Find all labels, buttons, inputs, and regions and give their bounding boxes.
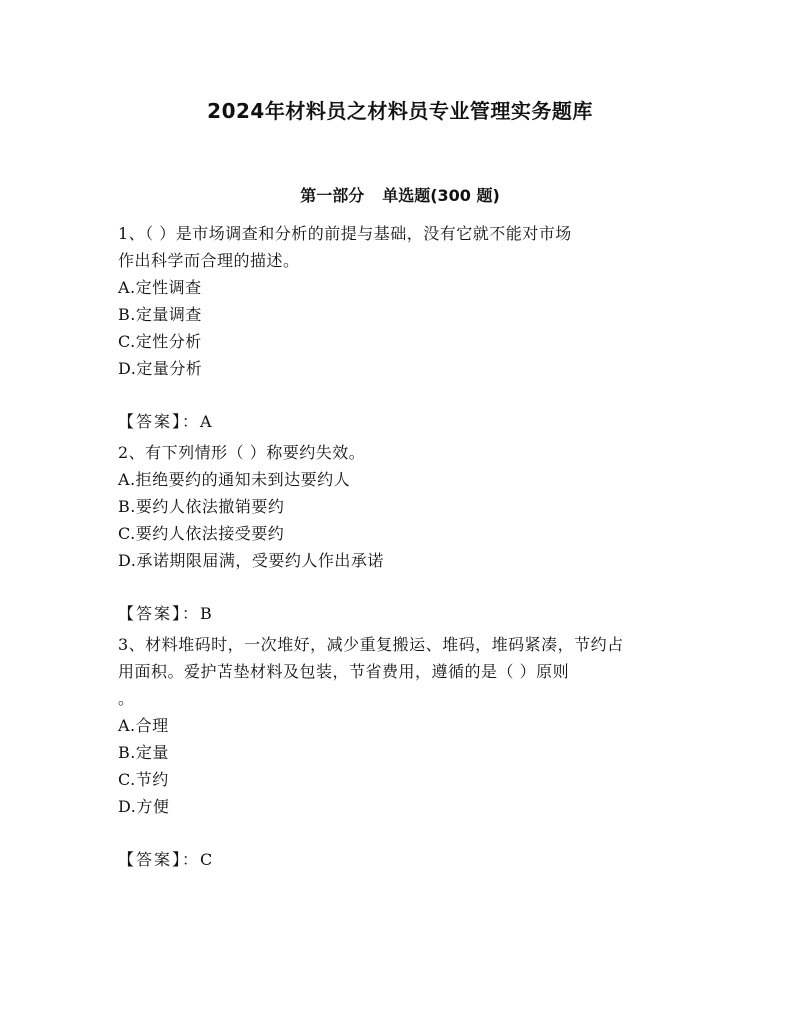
question-stem-line: 用面积。爱护苫垫材料及包装，节省费用，遵循的是（ ）原则 — [118, 662, 570, 681]
option-c: C.节约 — [118, 770, 169, 789]
answer-value: B — [200, 604, 213, 623]
option-d: D.定量分析 — [118, 359, 203, 378]
option-d: D.承诺期限届满，受要约人作出承诺 — [118, 551, 384, 570]
question-stem-line: 1、（ ）是市场调查和分析的前提与基础，没有它就不能对市场 — [118, 224, 572, 243]
answer-value: C — [200, 850, 213, 869]
option-c: C.定性分析 — [118, 332, 202, 351]
answer-label: 【答案】： — [118, 850, 201, 869]
question-stem-line: 3、材料堆码时，一次堆好，减少重复搬运、堆码，堆码紧凑，节约占 — [118, 635, 624, 654]
question-stem-line: 作出科学而合理的描述。 — [118, 251, 300, 270]
question-1 — [118, 220, 688, 435]
option-b: B.要约人依法撤销要约 — [118, 497, 285, 516]
answer-label: 【答案】： — [118, 604, 201, 623]
answer-line — [118, 846, 688, 873]
option-b: B.定量调查 — [118, 305, 202, 324]
question-list — [118, 220, 688, 877]
answer-value: A — [200, 412, 213, 431]
question-2 — [118, 439, 688, 627]
answer-label: 【答案】： — [118, 412, 201, 431]
answer-line — [118, 408, 688, 435]
option-d: D.方便 — [118, 797, 170, 816]
question-stem-line: 。 — [118, 689, 135, 708]
option-a: A.拒绝要约的通知未到达要约人 — [118, 470, 351, 489]
question-3 — [118, 631, 688, 873]
section-name: 单选题(300 题) — [382, 186, 500, 205]
page-title: 2024年材料员之材料员专业管理实务题库 — [207, 99, 593, 123]
option-b: B.定量 — [118, 743, 169, 762]
option-a: A.合理 — [118, 716, 169, 735]
question-stem-line: 2、有下列情形（ ）称要约失效。 — [118, 443, 366, 462]
option-c: C.要约人依法接受要约 — [118, 524, 285, 543]
section-title — [0, 183, 800, 206]
option-a: A.定性调查 — [118, 278, 202, 297]
answer-line — [118, 600, 688, 627]
section-part: 第一部分 — [300, 186, 365, 205]
